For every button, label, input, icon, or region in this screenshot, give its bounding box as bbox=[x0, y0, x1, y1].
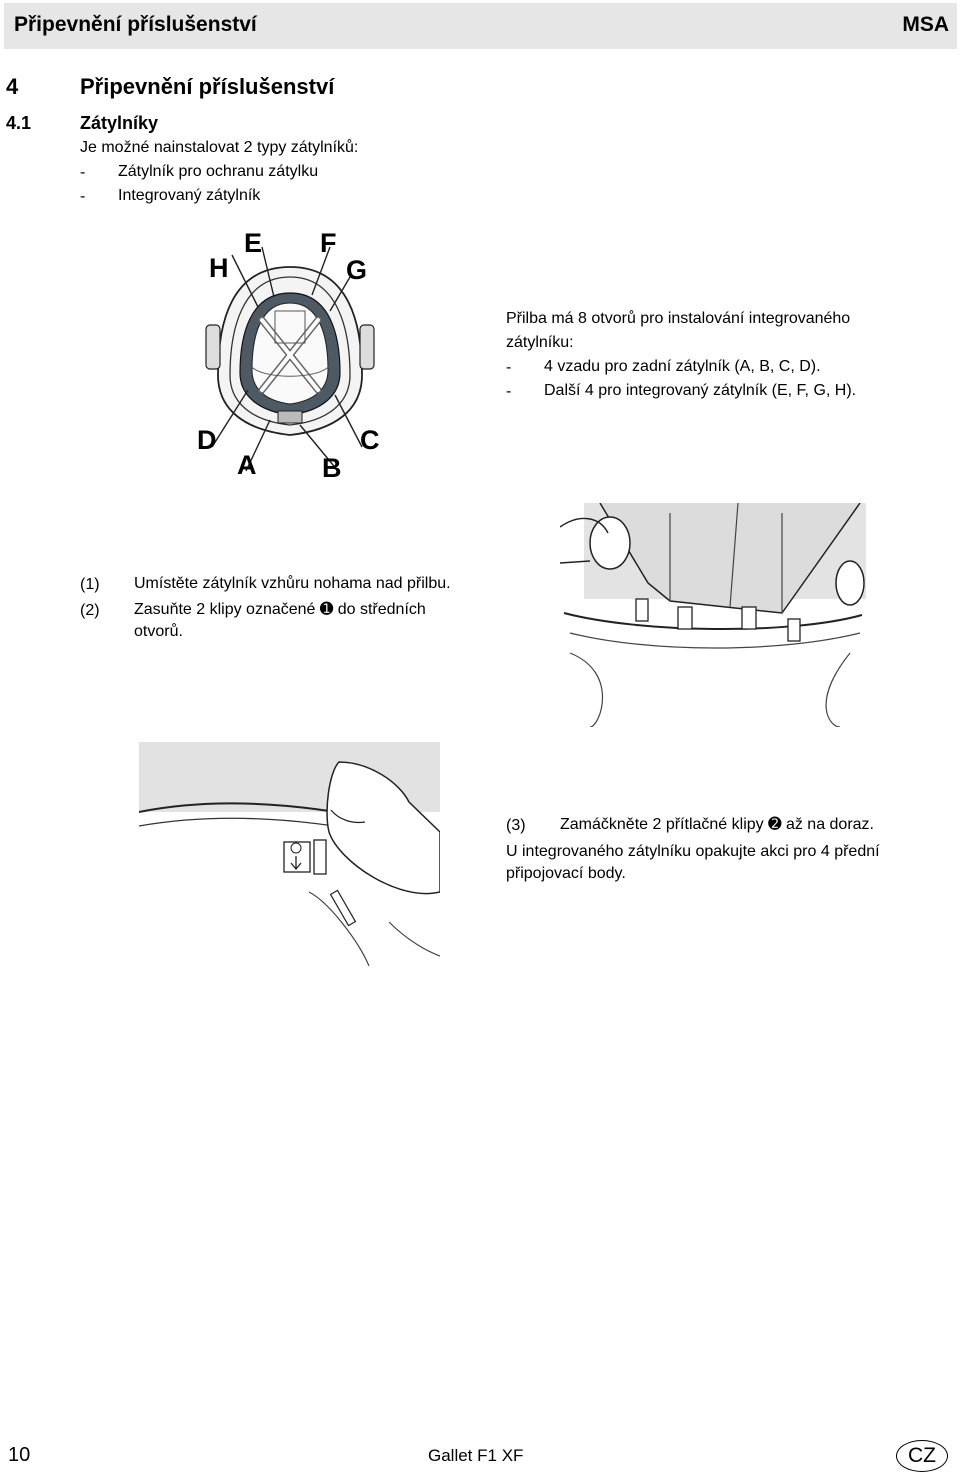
product-name: Gallet F1 XF bbox=[428, 1446, 524, 1465]
helmet-figure bbox=[190, 225, 390, 495]
press-clip-illustration bbox=[139, 742, 440, 966]
step-number: (2) bbox=[80, 602, 100, 619]
label-a: A bbox=[237, 450, 257, 480]
holes-item: 4 vzadu pro zadní zátylník (A, B, C, D). bbox=[544, 358, 821, 375]
step-text: Zasuňte 2 klipy označené ➊ do středních bbox=[134, 601, 426, 618]
step-text: Zamáčkněte 2 přítlačné klipy ➋ až na doraz. bbox=[560, 816, 874, 833]
holes-bullet: - bbox=[506, 359, 512, 376]
page-header bbox=[4, 3, 957, 49]
label-h: H bbox=[209, 253, 229, 283]
intro-bullet: - bbox=[80, 188, 86, 205]
subsection-number: 4.1 bbox=[6, 113, 32, 133]
intro-lead: Je možné nainstalovat 2 typy zátylníků: bbox=[80, 139, 359, 156]
note-line1: U integrovaného zátylníku opakujte akci pro 4 přední bbox=[506, 843, 880, 860]
page-number: 10 bbox=[8, 1444, 31, 1466]
step-number: (3) bbox=[506, 817, 526, 834]
holes-bullet: - bbox=[506, 383, 512, 400]
label-c: C bbox=[360, 425, 380, 455]
intro-item: Zátylník pro ochranu zátylku bbox=[118, 163, 319, 180]
step-text: otvorů. bbox=[134, 623, 183, 640]
language-badge: CZ bbox=[896, 1440, 948, 1472]
section-title: Připevnění příslušenství bbox=[80, 74, 335, 99]
neck-guard-illustration bbox=[560, 503, 866, 727]
header-brand: MSA bbox=[902, 13, 949, 36]
intro-bullet: - bbox=[80, 164, 86, 181]
intro-item: Integrovaný zátylník bbox=[118, 187, 261, 204]
label-g: G bbox=[346, 255, 368, 285]
note-line2: připojovací body. bbox=[506, 865, 626, 882]
holes-line2: zátylníku: bbox=[506, 334, 574, 351]
label-f: F bbox=[320, 228, 337, 258]
step-3-figure bbox=[139, 742, 440, 966]
label-e: E bbox=[244, 228, 263, 258]
subsection-title: Zátylníky bbox=[80, 113, 159, 133]
label-d: D bbox=[197, 425, 217, 455]
holes-line1: Přilba má 8 otvorů pro instalování integrovaného bbox=[506, 310, 851, 327]
step-number: (1) bbox=[80, 576, 100, 593]
header-title: Připevnění příslušenství bbox=[14, 13, 257, 36]
step-text: Umístěte zátylník vzhůru nohama nad přilbu. bbox=[134, 575, 451, 592]
step-1-2-figure bbox=[560, 503, 866, 727]
label-b: B bbox=[322, 453, 342, 483]
section-number: 4 bbox=[6, 74, 19, 99]
holes-item: Další 4 pro integrovaný zátylník (E, F, G, H). bbox=[544, 382, 857, 399]
